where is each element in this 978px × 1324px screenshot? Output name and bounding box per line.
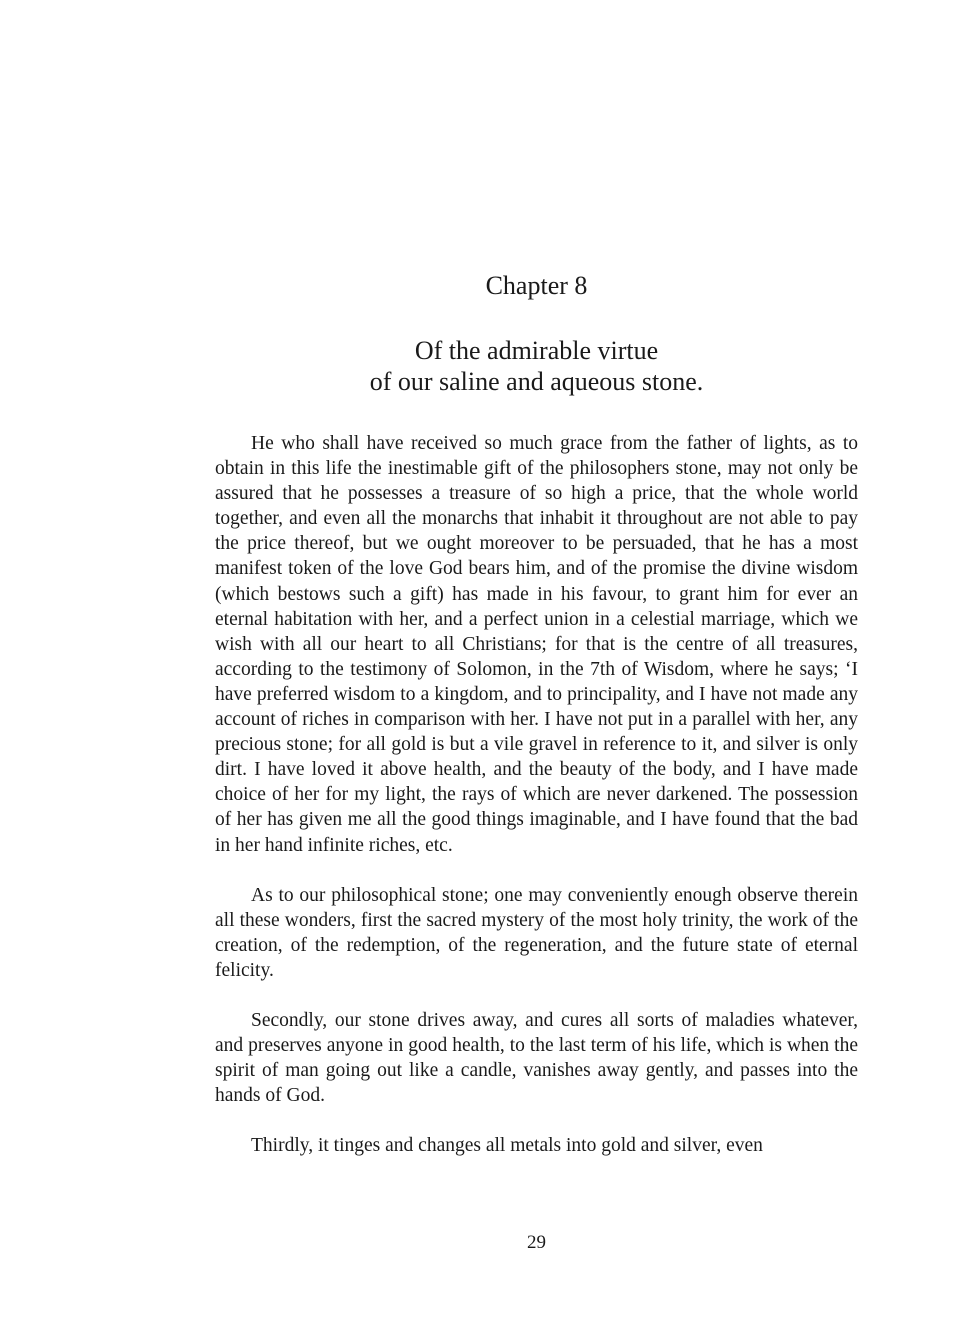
body-text (215, 431, 858, 1183)
chapter-title-line-1: Of the admirable virtue (414, 336, 659, 365)
paragraph-4: Thirdly, it tinges and changes all metals into gold and silver, even (251, 1135, 763, 1157)
chapter-number-heading: Chapter 8 (485, 271, 588, 300)
chapter-title (215, 335, 858, 397)
paragraph-2: As to our philosophical stone; one may conveniently enough observe therein all these wonders, first the sacred mystery of the most holy trinity, the work of the creation, of the redemption, of the regeneration, and the future state of eternal felicity. (215, 884, 858, 981)
chapter-title-line-2: of our saline and aqueous stone. (369, 367, 704, 396)
page-number: 29 (527, 1232, 546, 1253)
paragraph-1: He who shall have received so much grace from the father of lights, as to obtain in this life the inestimable gift of the philosophers stone, may not only be assured that he possesses a treasure of so high a price, that the whole world together, and even all the monarchs that inhabit it throughout are not able to pay the price thereof, but we ought moreover to be persuaded, that he has a most manifest token of the love God bears him, and of the promise the divine wisdom (which bestows such a gift) has made in his favour, to grant him for ever an eternal habitation with her, and a perfect union in a celestial marriage, which we wish with all our heart to all Christians; for that is the centre of all treasures, according to the testimony of Solomon, in the 7th of Wisdom, where he says; ‘I have preferred wisdom to a kingdom, and to principality, and I have not made any account of riches in comparison with her. I have not put in a parallel with her, any precious stone; for all gold is but a vile gravel in reference to it, and silver is only dirt. I have loved it above health, and the beauty of the body, and I have made choice of her for my light, the rays of which are never darkened. The possession of her has given me all the good things imaginable, and I have found that the bad in her hand infinite riches, etc. (215, 433, 858, 856)
paragraph-3: Secondly, our stone drives away, and cures all sorts of maladies whatever, and preserves anyone in good health, to the last term of his life, which is when the spirit of man going out like a candle, vanishes away gently, and passes into the hands of God. (215, 1009, 858, 1107)
